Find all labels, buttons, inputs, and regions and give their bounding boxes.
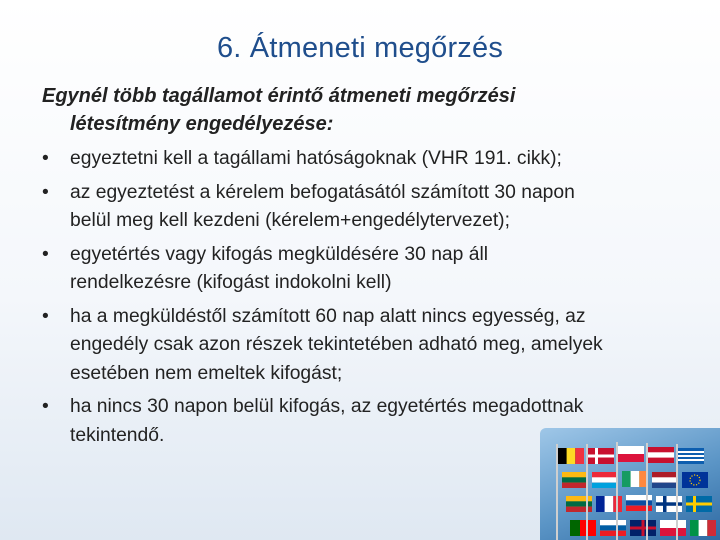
flags-illustration xyxy=(540,428,720,540)
bullet-item xyxy=(42,241,692,298)
bullet-item xyxy=(42,179,692,236)
slide-subtitle xyxy=(42,82,682,138)
bullet-dot: • xyxy=(42,243,49,265)
eu-flags-photo xyxy=(540,428,720,540)
subtitle-line-1: Egynél több tagállamot érintő átmeneti megőrzési xyxy=(42,85,516,107)
bullet-dot: • xyxy=(42,305,49,327)
bullet-line: ha a megküldéstől számított 60 nap alatt nincs egyesség, az xyxy=(70,305,586,327)
bullet-line: esetében nem emeltek kifogást; xyxy=(70,362,343,384)
bullet-line: belül meg kell kezdeni (kérelem+engedélytervezet); xyxy=(70,210,510,231)
bullet-item xyxy=(42,303,692,389)
bullet-line: engedély csak azon részek tekintetében adható meg, amelyek xyxy=(70,334,603,355)
bullet-line: az egyeztetést a kérelem befogatásától számított 30 napon xyxy=(70,181,575,203)
bullet-list xyxy=(42,145,692,455)
bullet-item xyxy=(42,145,692,174)
bullet-line: ha nincs 30 napon belül kifogás, az egyetértés megadottnak xyxy=(70,396,584,417)
bullet-line: egyeztetni kell a tagállami hatóságoknak (VHR 191. cikk); xyxy=(70,148,562,169)
slide-title: 6. Átmeneti megőrzés xyxy=(216,32,504,64)
bullet-dot: • xyxy=(42,148,49,169)
subtitle-line-2: létesítmény engedélyezése: xyxy=(70,113,334,135)
bullet-line: rendelkezésre (kifogást indokolni kell) xyxy=(70,272,392,293)
bullet-dot: • xyxy=(42,396,49,417)
bullet-line: egyetértés vagy kifogás megküldésére 30 nap áll xyxy=(70,243,489,265)
bullet-dot: • xyxy=(42,181,49,203)
bullet-line: tekintendő. xyxy=(70,424,165,446)
